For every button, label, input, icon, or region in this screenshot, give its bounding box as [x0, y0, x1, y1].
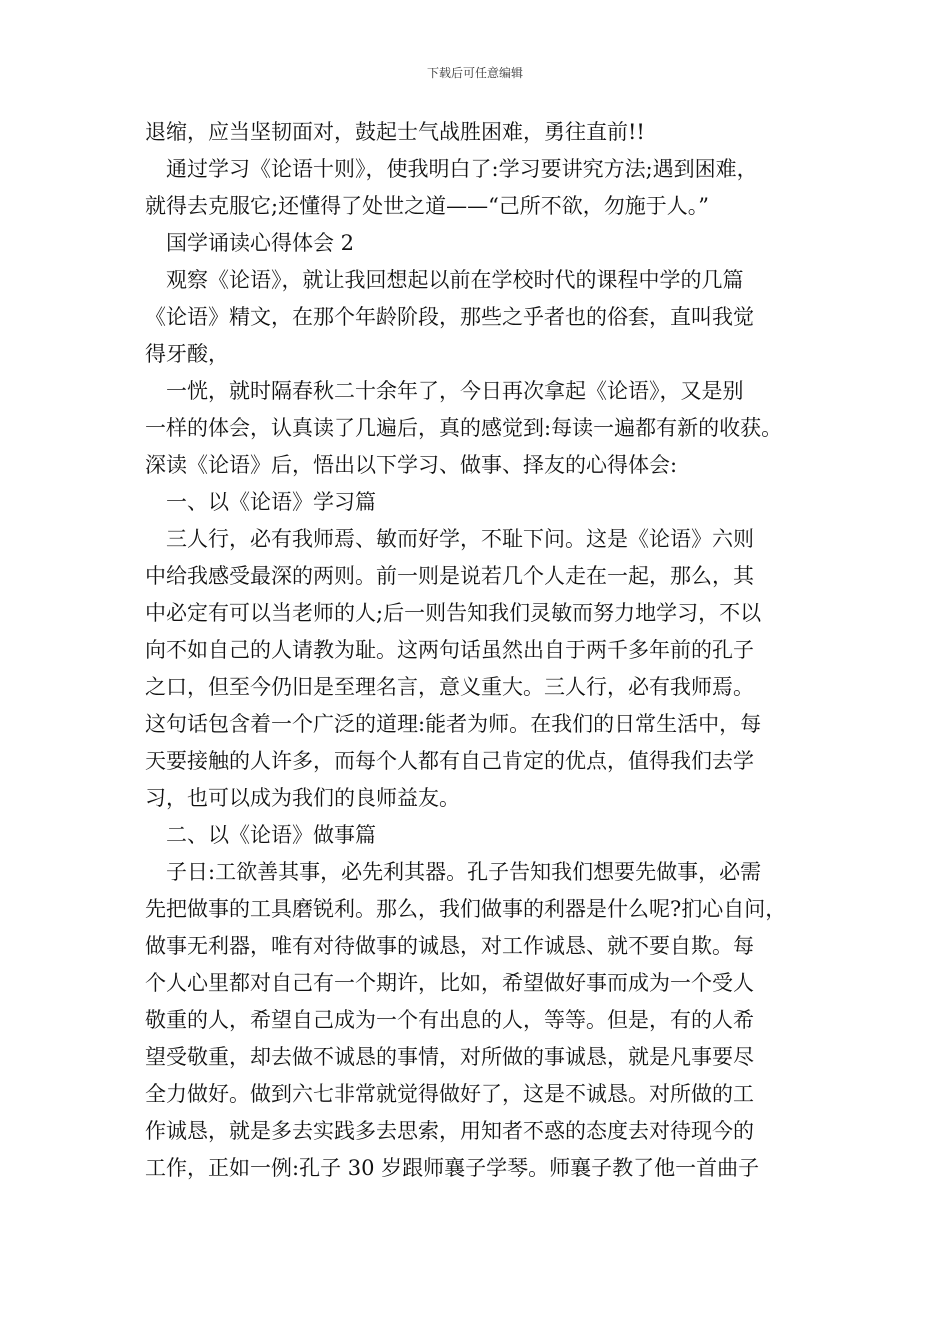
text-line: 向不如自己的人请教为耻。这两句话虽然出自于两千多年前的孔子 [145, 638, 754, 662]
text-line: 《论语》精文，在那个年龄阶段，那些之乎者也的俗套，直叫我觉 [145, 305, 754, 329]
text-line: 做事无利器，唯有对待做事的诚恳，对工作诚恳、就不要自欺。每 [145, 934, 754, 958]
text-line: 这句话包含着一个广泛的道理:能者为师。在我们的日常生活中，每 [145, 712, 762, 736]
page-header: 下载后可任意编辑 [426, 66, 523, 80]
text-line: 子日:工欲善其事，必先利其器。孔子告知我们想要先做事，必需 [166, 860, 762, 884]
text-line: 望受敬重，却去做不诚恳的事情，对所做的事诚恳，就是凡事要尽 [145, 1045, 754, 1069]
text-line: 天要接触的人许多，而每个人都有自己肯定的优点，值得我们去学 [145, 749, 754, 773]
text-line: 得牙酸， [145, 342, 229, 366]
text-line: 中必定有可以当老师的人;后一则告知我们灵敏而努力地学习，不以 [145, 601, 762, 625]
text-line: 个人心里都对自己有一个期许，比如，希望做好事而成为一个受人 [145, 971, 754, 995]
text-line: 三人行，必有我师焉、敏而好学，不耻下问。这是《论语》六则 [166, 527, 754, 551]
text-line: 一恍，就时隔春秋二十余年了，今日再次拿起《论语》，又是别 [166, 379, 744, 403]
document-body [145, 114, 815, 1187]
text-line: 就得去克服它;还懂得了处世之道——“己所不欲，勿施于人。” [145, 194, 710, 218]
text-line: 全力做好。做到六七非常就觉得做好了，这是不诚恳。对所做的工 [145, 1082, 754, 1106]
text-line: 中给我感受最深的两则。前一则是说若几个人走在一起，那么，其 [145, 564, 754, 588]
text-line: 作诚恳，就是多去实践多去思索，用知者不惑的态度去对待现今的 [145, 1119, 754, 1143]
text-line: 退缩，应当坚韧面对，鼓起士气战胜困难，勇往直前!! [145, 120, 645, 144]
subsection-heading: 二、以《论语》做事篇 [166, 823, 376, 847]
text-line: 观察《论语》，就让我回想起以前在学校时代的课程中学的几篇 [166, 268, 744, 292]
text-line: 之口，但至今仍旧是至理名言，意义重大。三人行，必有我师焉。 [145, 675, 754, 699]
text-line: 通过学习《论语十则》，使我明白了:学习要讲究方法;遇到困难， [166, 157, 758, 181]
text-line: 工作，正如一例:孔子 30 岁跟师襄子学琴。师襄子教了他一首曲子 [145, 1156, 760, 1180]
subsection-heading: 一、以《论语》学习篇 [166, 490, 376, 514]
text-line: 习，也可以成为我们的良师益友。 [145, 786, 460, 810]
section-title: 国学诵读心得体会 2 [166, 231, 355, 255]
text-line: 深读《论语》后，悟出以下学习、做事、择友的心得体会: [145, 453, 678, 477]
text-line: 一样的体会，认真读了几遍后，真的感觉到:每读一遍都有新的收获。 [145, 416, 783, 440]
text-line: 敬重的人，希望自己成为一个有出息的人，等等。但是，有的人希 [145, 1008, 754, 1032]
text-line: 先把做事的工具磨锐利。那么，我们做事的利器是什么呢?扪心自问， [145, 897, 787, 921]
